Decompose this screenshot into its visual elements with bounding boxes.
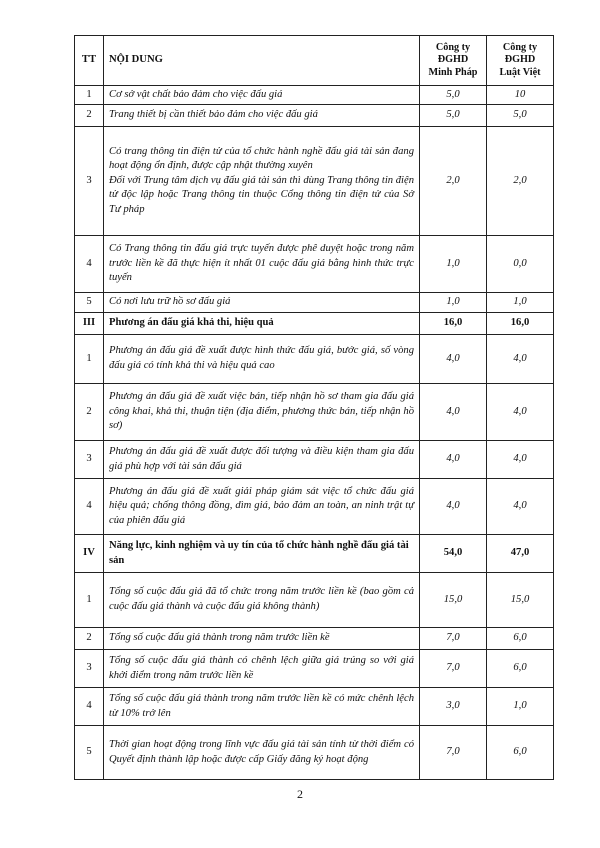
content-paragraph: Tổng số cuộc đấu giá thành có chênh lệch giữa giá trúng so với giá khởi điểm trong năm trước liền kề	[109, 654, 414, 681]
content-paragraph: Trang thiết bị cần thiết bảo đảm cho việc đấu giá	[109, 109, 318, 121]
row-number: 2	[75, 384, 104, 441]
content-paragraph: Có Trang thông tin đấu giá trực tuyến được phê duyệt hoặc trong năm trước liền kề đã thực hiện ít nhất 01 cuộc đấu giá bằng hình thức trực tuyến	[109, 243, 414, 284]
score-luat-viet: 4,0	[487, 441, 554, 479]
row-number: 3	[75, 441, 104, 479]
content-paragraph: Thời gian hoạt động trong lĩnh vực đấu giá tài sản tính từ thời điểm có Quyết định thành lập hoặc được cấp Giấy đăng ký hoạt động	[109, 738, 414, 765]
section-row	[75, 313, 554, 335]
row-number: 1	[75, 335, 104, 384]
score-luat-viet: 10	[487, 86, 554, 105]
row-content	[104, 650, 420, 688]
score-luat-viet: 1,0	[487, 293, 554, 313]
content-paragraph: Đối với Trung tâm dịch vụ đấu giá tài sản thì dùng Trang thông tin điện tử độc lập hoặc Trang thông tin thuộc Cổng thông tin điện tử của Sở Tư pháp	[109, 174, 414, 215]
score-luat-viet: 6,0	[487, 650, 554, 688]
score-luat-viet: 47,0	[487, 535, 554, 573]
score-minh-phap: 15,0	[420, 573, 487, 628]
row-number: 1	[75, 86, 104, 105]
row-number: IV	[75, 535, 104, 573]
row-number: 3	[75, 650, 104, 688]
table-row	[75, 86, 554, 105]
header-content: NỘI DUNG	[104, 36, 420, 86]
content-paragraph: Cơ sở vật chất bảo đảm cho việc đấu giá	[109, 88, 283, 100]
table-row	[75, 384, 554, 441]
row-content	[104, 573, 420, 628]
section-row	[75, 535, 554, 573]
row-number: 5	[75, 293, 104, 313]
table-header-row	[75, 36, 554, 86]
table-row	[75, 127, 554, 236]
score-minh-phap: 1,0	[420, 293, 487, 313]
score-minh-phap: 3,0	[420, 688, 487, 726]
row-number: 5	[75, 726, 104, 780]
score-minh-phap: 7,0	[420, 726, 487, 780]
content-paragraph: Phương án đấu giá đề xuất việc bán, tiếp nhận hồ sơ tham gia đấu giá công khai, khả thi, thuận tiện (địa điểm, phương thức bán, tiếp nhận hồ sơ)	[109, 391, 414, 432]
score-minh-phap: 4,0	[420, 384, 487, 441]
row-number: III	[75, 313, 104, 335]
row-number: 4	[75, 236, 104, 293]
score-minh-phap: 5,0	[420, 105, 487, 127]
row-content	[104, 726, 420, 780]
score-minh-phap: 5,0	[420, 86, 487, 105]
content-paragraph: Tổng số cuộc đấu giá thành trong năm trước liền kề	[109, 632, 330, 644]
content-paragraph: Có trang thông tin điện tử của tổ chức hành nghề đấu giá tài sản đang hoạt động ổn định, được cập nhật thường xuyên	[109, 145, 414, 172]
table-row	[75, 628, 554, 650]
score-luat-viet: 6,0	[487, 726, 554, 780]
table-row	[75, 688, 554, 726]
score-luat-viet: 5,0	[487, 105, 554, 127]
score-minh-phap: 1,0	[420, 236, 487, 293]
content-paragraph: Năng lực, kinh nghiệm và uy tín của tổ chức hành nghề đấu giá tài sản	[109, 539, 409, 566]
row-content	[104, 441, 420, 479]
row-content	[104, 105, 420, 127]
row-content	[104, 688, 420, 726]
header-tt: TT	[75, 36, 104, 86]
row-content	[104, 86, 420, 105]
row-content	[104, 313, 420, 335]
row-number: 4	[75, 688, 104, 726]
table-row	[75, 479, 554, 535]
score-minh-phap: 4,0	[420, 479, 487, 535]
score-luat-viet: 4,0	[487, 335, 554, 384]
header-org-luat-viet: Công ty ĐGHD Luật Việt	[487, 36, 554, 86]
content-paragraph: Phương án đấu giá đề xuất được đối tượng và điều kiện tham gia đấu giá phù hợp với tài sản đấu giá	[109, 445, 414, 472]
table-row	[75, 573, 554, 628]
score-minh-phap: 16,0	[420, 313, 487, 335]
header-org-minh-phap: Công ty ĐGHD Minh Pháp	[420, 36, 487, 86]
row-number: 2	[75, 105, 104, 127]
table-row	[75, 335, 554, 384]
content-paragraph: Có nơi lưu trữ hồ sơ đấu giá	[109, 296, 231, 308]
row-content	[104, 236, 420, 293]
table-row	[75, 236, 554, 293]
score-luat-viet: 16,0	[487, 313, 554, 335]
content-paragraph: Phương án đấu giá đề xuất được hình thức đấu giá, bước giá, số vòng đấu giá có tính khả thi và hiệu quả cao	[109, 345, 414, 371]
score-luat-viet: 4,0	[487, 384, 554, 441]
score-luat-viet: 6,0	[487, 628, 554, 650]
content-paragraph: Phương án đấu giá khả thi, hiệu quả	[109, 317, 274, 329]
score-minh-phap: 7,0	[420, 650, 487, 688]
table-row	[75, 293, 554, 313]
score-minh-phap: 4,0	[420, 335, 487, 384]
score-luat-viet: 2,0	[487, 127, 554, 236]
content-paragraph: Tổng số cuộc đấu giá thành trong năm trước liền kề có mức chênh lệch từ 10% trở lên	[109, 692, 414, 719]
score-minh-phap: 54,0	[420, 535, 487, 573]
table-row	[75, 650, 554, 688]
score-minh-phap: 7,0	[420, 628, 487, 650]
row-number: 3	[75, 127, 104, 236]
row-content	[104, 384, 420, 441]
row-content	[104, 479, 420, 535]
row-content	[104, 127, 420, 236]
table-row	[75, 441, 554, 479]
row-content	[104, 335, 420, 384]
table-row	[75, 105, 554, 127]
score-minh-phap: 2,0	[420, 127, 487, 236]
score-minh-phap: 4,0	[420, 441, 487, 479]
criteria-table	[74, 35, 554, 780]
row-content	[104, 628, 420, 650]
row-number: 4	[75, 479, 104, 535]
row-number: 1	[75, 573, 104, 628]
score-luat-viet: 0,0	[487, 236, 554, 293]
content-paragraph: Tổng số cuộc đấu giá đã tổ chức trong năm trước liền kề (bao gồm cả cuộc đấu giá thành và cuộc đấu giá không thành)	[109, 586, 414, 612]
page-number: 2	[297, 787, 303, 801]
score-luat-viet: 15,0	[487, 573, 554, 628]
table-row	[75, 726, 554, 780]
score-luat-viet: 1,0	[487, 688, 554, 726]
score-luat-viet: 4,0	[487, 479, 554, 535]
row-number: 2	[75, 628, 104, 650]
row-content	[104, 535, 420, 573]
content-paragraph: Phương án đấu giá đề xuất giải pháp giám sát việc tổ chức đấu giá hiệu quả; chống thông đồng, dìm giá, bảo đảm an toàn, an ninh trật tự của phiên đấu giá	[109, 485, 414, 526]
row-content	[104, 293, 420, 313]
